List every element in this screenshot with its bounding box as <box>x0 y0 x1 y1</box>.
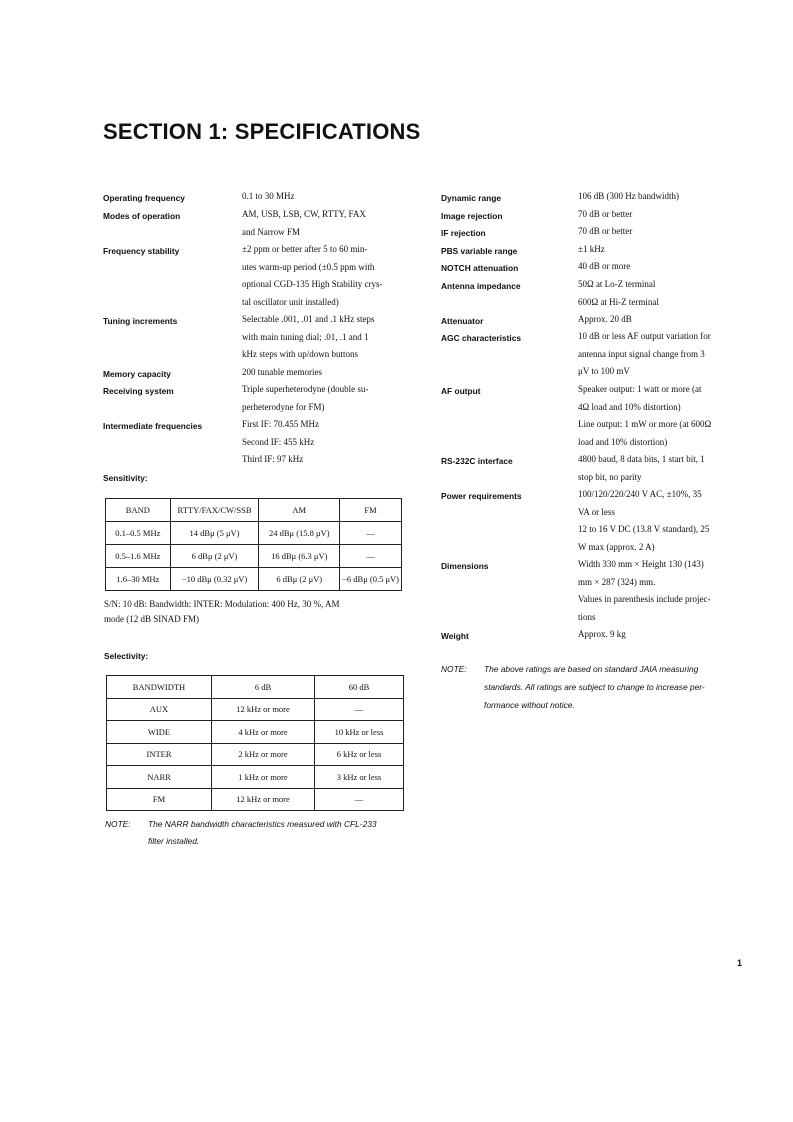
table-cell: 6 kHz or less <box>315 743 404 766</box>
spec-value: Approx. 20 dB <box>578 314 632 324</box>
spec-value: 50Ω at Lo-Z terminal 600Ω at Hi-Z terminal <box>578 279 659 307</box>
table-row <box>106 545 402 568</box>
table-cell: 0.1–0.5 MHz <box>106 522 171 545</box>
table-header-cell: RTTY/FAX/CW/SSB <box>170 499 259 522</box>
spec-label: AF output <box>441 386 481 396</box>
spec-label: RS-232C interface <box>441 456 513 466</box>
table-header-cell: BAND <box>106 499 171 522</box>
page-title: SECTION 1: SPECIFICATIONS <box>103 119 421 144</box>
table-header-cell: AM <box>259 499 340 522</box>
spec-value: Speaker output: 1 watt or more (at 4Ω load and 10% distortion) Line output: 1 mW or more (at 600Ω load and 10% distortion) <box>578 384 712 447</box>
table-cell: — <box>340 522 402 545</box>
table-cell: FM <box>107 788 212 811</box>
spec-value: AM, USB, LSB, CW, RTTY, FAX and Narrow FM <box>242 209 366 237</box>
spec-label: IF rejection <box>441 228 486 238</box>
spec-value: 4800 baud, 8 data bits, 1 start bit, 1 stop bit, no parity <box>578 454 705 482</box>
table-cell: — <box>315 788 404 811</box>
selectivity-table <box>106 675 404 811</box>
table-cell: 4 kHz or more <box>212 721 315 744</box>
spec-value: ±1 kHz <box>578 244 605 254</box>
table-cell: 3 kHz or less <box>315 766 404 789</box>
spec-label: Image rejection <box>441 211 503 221</box>
spec-value: ±2 ppm or better after 5 to 60 min- utes warm-up period (±0.5 ppm with optional CGD-135 High Stability crys- tal oscillator unit installed) <box>242 244 383 307</box>
table-cell: — <box>340 545 402 568</box>
table-cell: 1.6–30 MHz <box>106 568 171 591</box>
table-header-row <box>107 676 404 699</box>
spec-value: 100/120/220/240 V AC, ±10%, 35 VA or less 12 to 16 V DC (13.8 V standard), 25 W max (approx. 2 A) <box>578 489 710 552</box>
spec-value: 200 tunable memories <box>242 367 322 377</box>
spec-value: Selectable .001, .01 and .1 kHz steps with main tuning dial; .01, .1 and 1 kHz steps with up/down buttons <box>242 314 375 359</box>
page-number: 1 <box>737 958 743 968</box>
spec-label: Weight <box>441 631 469 641</box>
spec-label: Tuning increments <box>103 316 178 326</box>
spec-value: 0.1 to 30 MHz <box>242 191 295 201</box>
spec-label: Modes of operation <box>103 211 181 221</box>
spec-value: 70 dB or better <box>578 209 633 219</box>
spec-value: 10 dB or less AF output variation for antenna input signal change from 3 μV to 100 mV <box>578 331 711 376</box>
table-row <box>107 698 404 721</box>
table-cell: −10 dBμ (0.32 μV) <box>170 568 259 591</box>
spec-value: 106 dB (300 Hz bandwidth) <box>578 191 679 201</box>
spec-label: Intermediate frequencies <box>103 421 203 431</box>
spec-label: Attenuator <box>441 316 484 326</box>
table-cell: 16 dBμ (6.3 μV) <box>259 545 340 568</box>
table-row <box>107 743 404 766</box>
spec-label: Operating frequency <box>103 193 185 203</box>
table-row <box>107 788 404 811</box>
table-header-cell: FM <box>340 499 402 522</box>
spec-value: Width 330 mm × Height 130 (143) mm × 287 (324) mm. Values in parenthesis include projec- tions <box>578 559 711 622</box>
sensitivity-note: S/N: 10 dB: Bandwidth: INTER: Modulation: 400 Hz, 30 %, AM mode (12 dB SINAD FM) <box>104 599 340 624</box>
table-header-cell: 60 dB <box>315 676 404 699</box>
sensitivity-heading: Sensitivity: <box>103 473 148 483</box>
table-cell: WIDE <box>107 721 212 744</box>
spec-value: Approx. 9 kg <box>578 629 626 639</box>
table-cell: 6 dBμ (2 μV) <box>259 568 340 591</box>
table-cell: 0.5–1.6 MHz <box>106 545 171 568</box>
spec-label: PBS variable range <box>441 246 518 256</box>
table-cell: 1 kHz or more <box>212 766 315 789</box>
table-cell: 24 dBμ (15.8 μV) <box>259 522 340 545</box>
table-cell: — <box>315 698 404 721</box>
spec-label: Power requirements <box>441 491 522 501</box>
spec-label: AGC characteristics <box>441 333 522 343</box>
table-cell: 10 kHz or less <box>315 721 404 744</box>
table-cell: 12 kHz or more <box>212 698 315 721</box>
table-header-cell: BANDWIDTH <box>107 676 212 699</box>
selectivity-heading: Selectivity: <box>104 651 149 661</box>
table-cell: AUX <box>107 698 212 721</box>
table-header-row <box>106 499 402 522</box>
table-cell: INTER <box>107 743 212 766</box>
table-cell: NARR <box>107 766 212 789</box>
spec-label: Antenna impedance <box>441 281 521 291</box>
spec-label: Dynamic range <box>441 193 502 203</box>
spec-label: Frequency stability <box>103 246 180 256</box>
table-row <box>106 522 402 545</box>
table-header-cell: 6 dB <box>212 676 315 699</box>
spec-value: 70 dB or better <box>578 226 633 236</box>
table-row <box>106 568 402 591</box>
spec-label: Dimensions <box>441 561 489 571</box>
table-cell: 12 kHz or more <box>212 788 315 811</box>
table-row <box>107 766 404 789</box>
spec-label: Memory capacity <box>103 369 171 379</box>
table-row <box>107 721 404 744</box>
spec-label: Receiving system <box>103 386 174 396</box>
table-cell: 14 dBμ (5 μV) <box>170 522 259 545</box>
table-cell: −6 dBμ (0.5 μV) <box>340 568 402 591</box>
spec-value: 40 dB or more <box>578 261 631 271</box>
table-cell: 6 dBμ (2 μV) <box>170 545 259 568</box>
spec-value: First IF: 70.455 MHz Second IF: 455 kHz Third IF: 97 kHz <box>242 419 320 464</box>
sensitivity-table <box>105 498 402 591</box>
spec-value: Triple superheterodyne (double su- perheterodyne for FM) <box>242 384 369 412</box>
spec-label: NOTCH attenuation <box>441 263 519 273</box>
table-cell: 2 kHz or more <box>212 743 315 766</box>
